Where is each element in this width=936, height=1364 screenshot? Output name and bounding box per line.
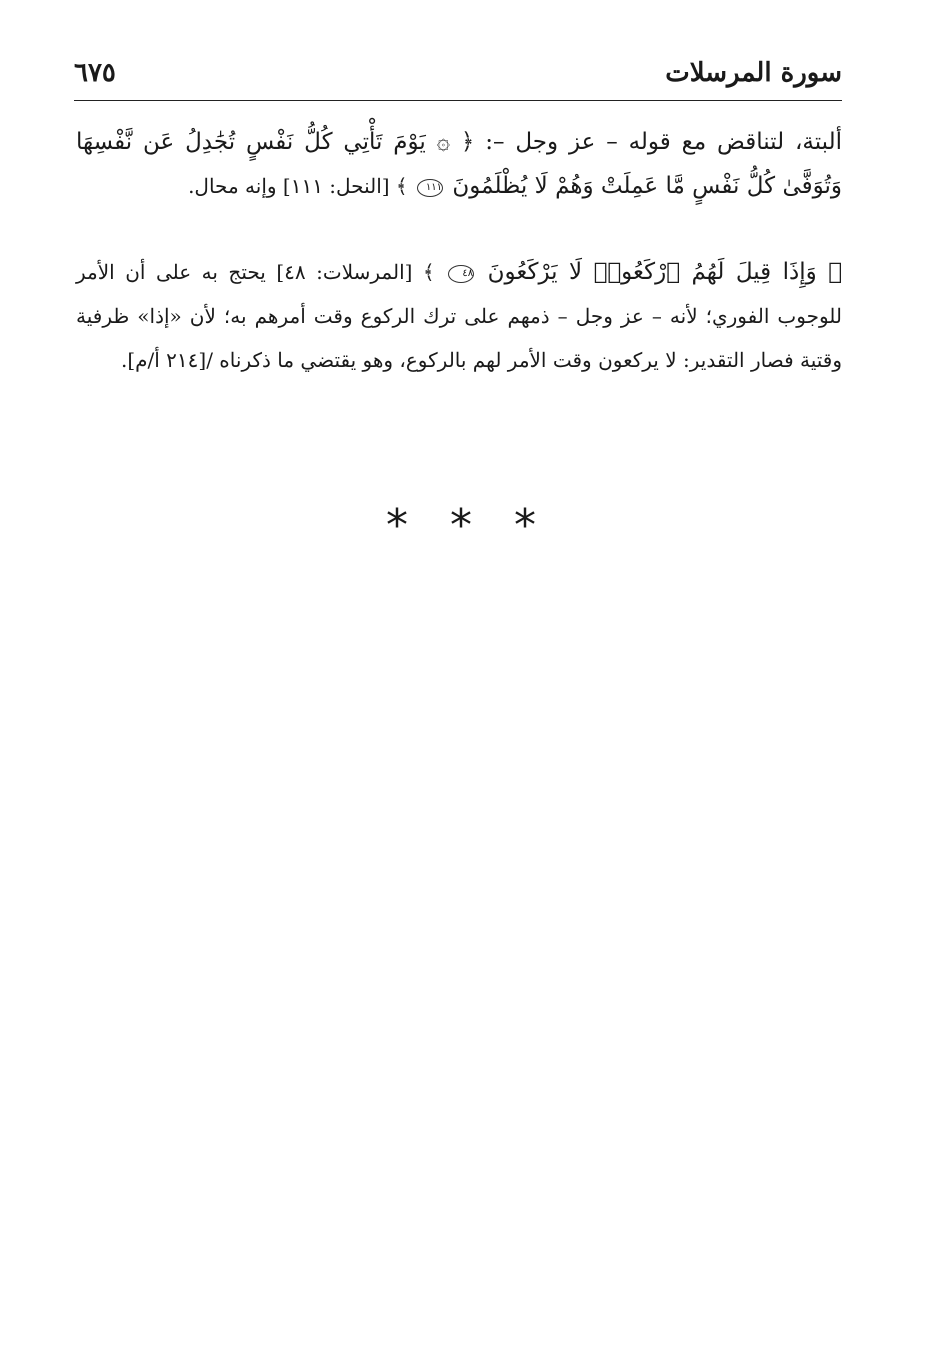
commentary-text: ﴾ [المرسلات: ٤٨] يحتج به على أن الأمر للوجوب الفوري؛ لأنه – عز وجل – ذمهم على ترك الركوع وقت أمرهم به؛ لأن «إذا» ظرفية وقتية فصار التقدير: لا يركعون وقت الأمر لهم بالركوع، وهو يقتضي ما ذكرناه /[٢١٤ أ/م]. [76, 260, 842, 372]
citation-text: ﴾ [النحل: ١١١] وإنه محال. [188, 174, 408, 198]
ayah-number-mark: ٤٨ [448, 265, 474, 283]
paragraph-1 [76, 120, 842, 208]
surah-title: سورة المرسلات [665, 58, 842, 88]
page-header [74, 52, 842, 100]
paragraph-2 [76, 250, 842, 382]
section-separator: * * * [386, 500, 550, 551]
quran-verse-text: ﴿ وَإِذَا قِيلَ لَهُمُ ٱرْكَعُوا۟ لَا يَرْكَعُونَ [487, 259, 842, 285]
page-number: ٦٧٥ [74, 58, 116, 88]
ayah-number-mark: ١١١ [417, 179, 443, 197]
header-divider [74, 100, 842, 101]
quran-verse-text: ألبتة، لتناقض مع قوله – عز وجل –: ﴿ ۞ يَوْمَ تَأْتِي كُلُّ نَفْسٍ تُجَٰدِلُ عَن نَّفْسِهَا وَتُوَفَّىٰ كُلُّ نَفْسٍ مَّا عَمِلَتْ وَهُمْ لَا يُظْلَمُونَ [76, 129, 842, 199]
